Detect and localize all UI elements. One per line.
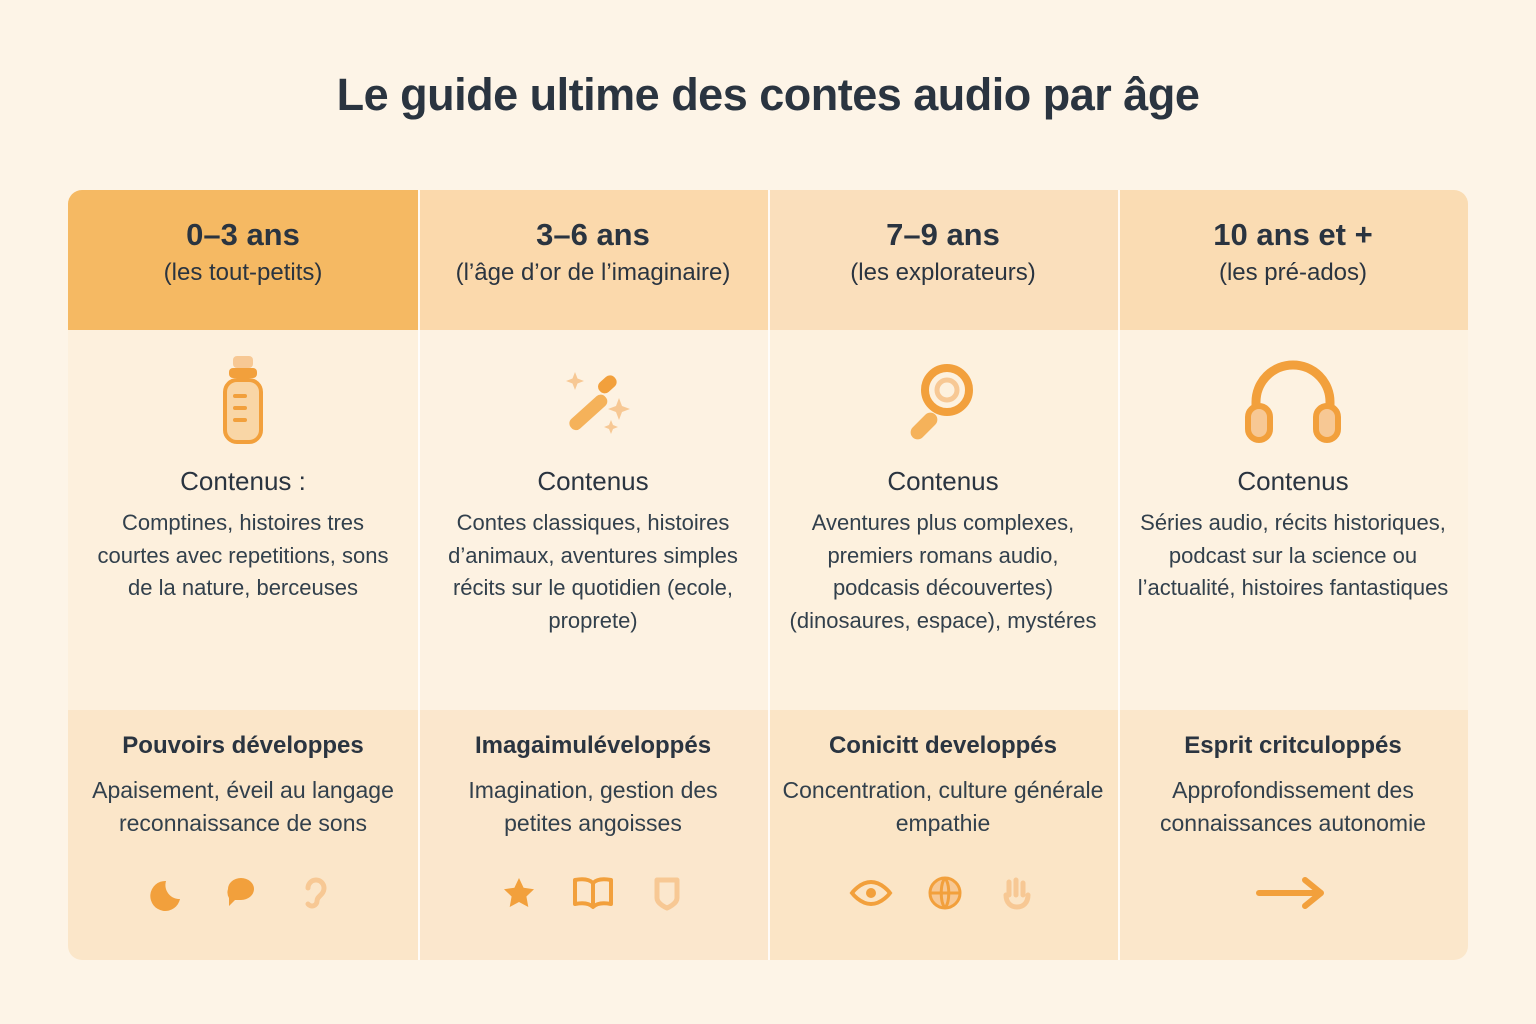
column-body-7-9	[768, 330, 1118, 710]
column-footer-7-9	[768, 710, 1118, 960]
age-guide-table	[68, 190, 1468, 960]
age-column-10-plus	[1118, 190, 1468, 960]
column-body-0-3	[68, 330, 418, 710]
skills-text: Concentration, culture générale empathie	[782, 777, 1104, 837]
open-book-icon	[570, 872, 616, 914]
content-text: Comptines, histoires tres courtes avec repetitions, sons de la nature, berceuses	[97, 510, 389, 601]
mini-icon-row	[82, 867, 404, 919]
hands-icon	[996, 872, 1038, 914]
magnifying-glass-icon	[786, 352, 1100, 452]
column-body-3-6	[418, 330, 768, 710]
age-column-7-9	[768, 190, 1118, 960]
age-range-label: 0–3 ans	[186, 217, 300, 252]
globe-icon	[924, 872, 966, 914]
age-column-3-6	[418, 190, 768, 960]
skills-title: Conicitt developpés	[828, 732, 1058, 759]
age-subtitle-label: (l’âge d’or de l’imaginaire)	[455, 258, 731, 286]
column-header-0-3	[68, 190, 418, 330]
age-range-label: 10 ans et +	[1213, 217, 1373, 252]
content-text: Aventures plus complexes, premiers romans audio, podcasis découvertes) (dinosaures, espace), mystéres	[789, 510, 1097, 633]
column-header-3-6	[418, 190, 768, 330]
speech-bubble-icon	[222, 872, 264, 914]
content-title: Contenus	[537, 466, 649, 496]
skills-title: Pouvoirs développes	[122, 732, 364, 759]
page-title: Le guide ultime des contes audio par âge	[336, 69, 1200, 120]
headphones-icon	[1136, 352, 1450, 452]
shield-icon	[646, 872, 688, 914]
ear-icon	[294, 872, 336, 914]
skills-title: Imagaimuléveloppés	[474, 732, 712, 759]
column-footer-10-plus	[1118, 710, 1468, 960]
mini-icon-row	[782, 867, 1104, 919]
content-title: Contenus :	[180, 466, 306, 496]
arrow-right-icon	[1253, 875, 1333, 911]
mini-icon-row	[1132, 867, 1454, 919]
content-text: Séries audio, récits historiques, podcast sur la science ou l’actualité, histoires fantastiques	[1137, 510, 1449, 601]
age-range-label: 3–6 ans	[536, 217, 650, 252]
star-icon	[498, 872, 540, 914]
content-title: Contenus	[1237, 466, 1349, 496]
age-range-label: 7–9 ans	[886, 217, 1000, 252]
content-text: Contes classiques, histoires d’animaux, aventures simples récits sur le quotidien (ecole, proprete)	[448, 510, 738, 633]
column-header-10-plus	[1118, 190, 1468, 330]
mini-icon-row	[432, 867, 754, 919]
baby-bottle-icon	[86, 352, 400, 452]
magic-wand-icon	[436, 352, 750, 452]
age-column-0-3	[68, 190, 418, 960]
skills-text: Approfondissement des connaissances autonomie	[1160, 777, 1426, 837]
column-header-7-9	[768, 190, 1118, 330]
moon-icon	[150, 872, 192, 914]
age-subtitle-label: (les tout-petits)	[163, 258, 323, 286]
skills-title: Esprit critculoppés	[1184, 732, 1402, 759]
age-subtitle-label: (les pré-ados)	[1218, 258, 1368, 286]
column-footer-3-6	[418, 710, 768, 960]
eye-icon	[848, 872, 894, 914]
column-footer-0-3	[68, 710, 418, 960]
content-title: Contenus	[887, 466, 999, 496]
skills-text: Imagination, gestion des petites angoisses	[468, 777, 718, 837]
skills-text: Apaisement, éveil au langage reconnaissance de sons	[92, 777, 394, 837]
age-subtitle-label: (les explorateurs)	[850, 258, 1036, 286]
column-body-10-plus	[1118, 330, 1468, 710]
